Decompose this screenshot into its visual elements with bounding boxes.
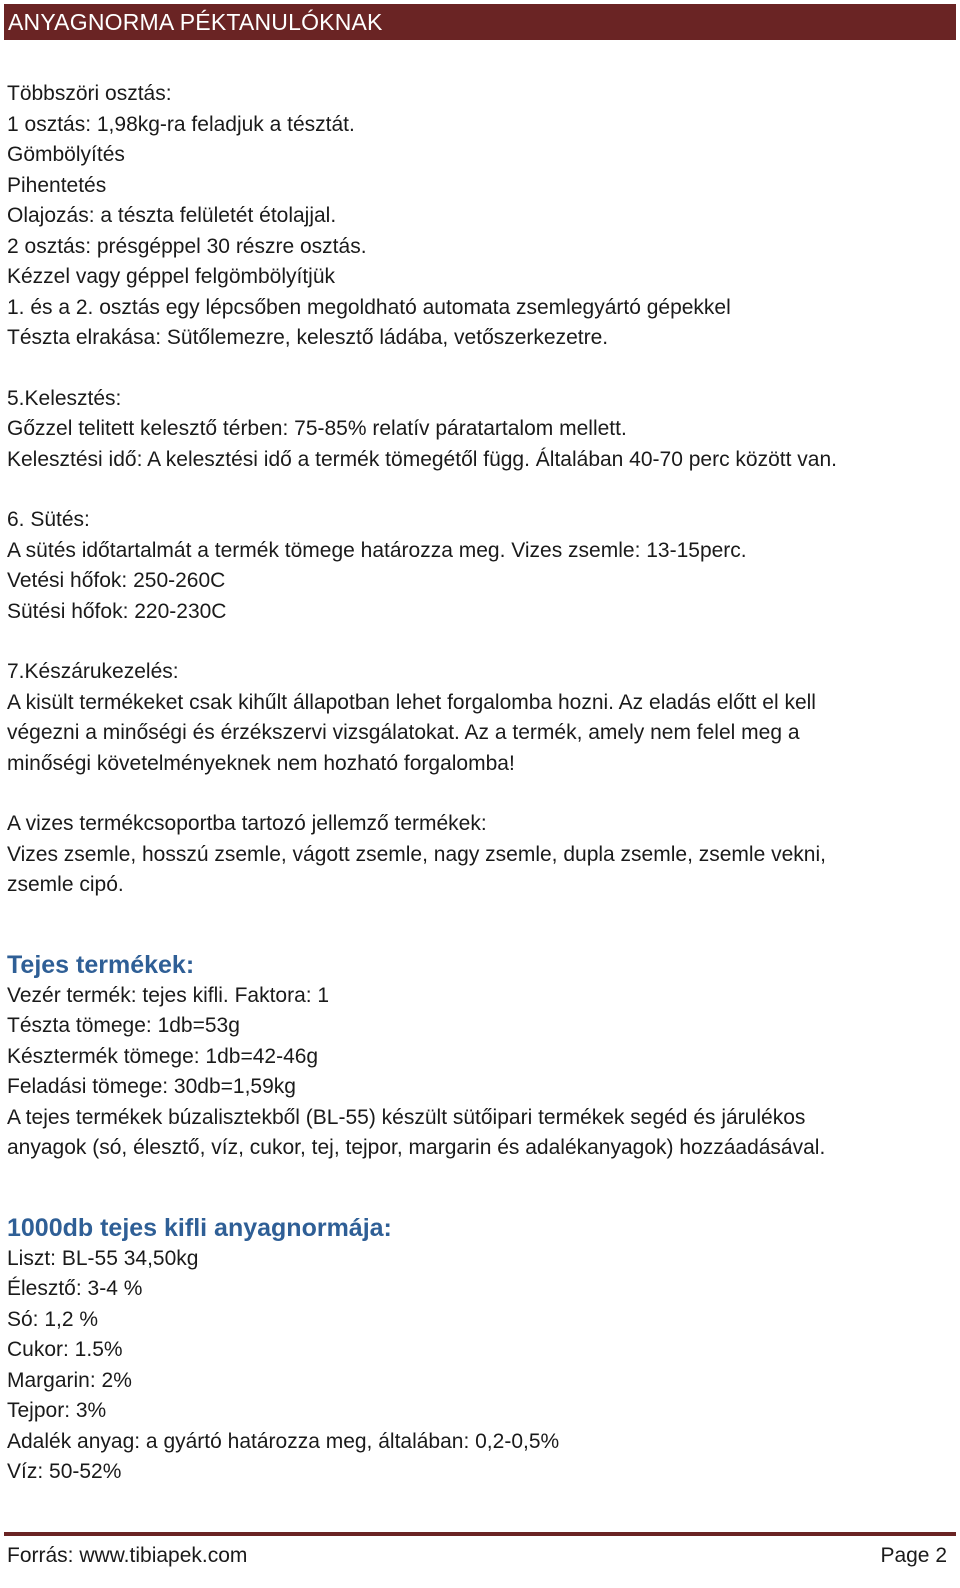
text-line: Sütési hőfok: 220-230C — [7, 599, 227, 623]
spacer — [7, 901, 947, 949]
section-heading: 1000db tejes kifli anyagnormája: — [7, 1213, 392, 1242]
text-line: végezni a minőségi és érzékszervi vizsgálatokat. Az a termék, amely nem felel meg a — [7, 721, 800, 744]
text-line: A kisült termékeket csak kihűlt állapotban lehet forgalomba hozni. Az eladás előtt el kell — [7, 690, 816, 714]
footer-source: Forrás: www.tibiapek.com — [7, 1544, 248, 1567]
division-section — [7, 79, 947, 354]
spacer — [7, 779, 947, 809]
document-body — [7, 79, 947, 1488]
baking-section — [7, 505, 947, 627]
ingredient-line: Adalék anyag: a gyártó határozza meg, általában: 0,2-0,5% — [7, 1429, 560, 1453]
document-title: ANYAGNORMA PÉKTANULÓKNAK — [8, 9, 383, 35]
text-line: Késztermék tömege: 1db=42-46g — [7, 1044, 319, 1068]
section-title: 7.Készárukezelés: — [7, 660, 179, 683]
text-line: Kézzel vagy géppel felgömbölyítjük — [7, 265, 336, 288]
text-line: Feladási tömege: 30db=1,59kg — [7, 1075, 296, 1098]
milk-products-section — [7, 949, 947, 1164]
recipe-norm-section — [7, 1212, 947, 1488]
text-line: Gőzzel telitett kelesztő térben: 75-85% relatív páratartalom mellett. — [7, 417, 627, 440]
ingredient-line: Margarin: 2% — [7, 1368, 132, 1392]
spacer — [7, 1164, 947, 1212]
spacer — [7, 475, 947, 505]
text-line: 2 osztás: présgéppel 30 részre osztás. — [7, 234, 367, 258]
text-line: Vizes zsemle, hosszú zsemle, vágott zsemle, nagy zsemle, dupla zsemle, zsemle vekni, — [7, 842, 826, 866]
proofing-section — [7, 384, 947, 476]
text-line: 1. és a 2. osztás egy lépcsőben megoldható automata zsemlegyártó gépekkel — [7, 295, 731, 319]
text-line: anyagok (só, élesztő, víz, cukor, tej, tejpor, margarin és adalékanyagok) hozzáadásával. — [7, 1136, 826, 1159]
text-line: Tészta elrakása: Sütőlemezre, kelesztő ládába, vetőszerkezetre. — [7, 326, 609, 349]
products-section — [7, 809, 947, 901]
page-footer — [7, 1541, 947, 1571]
text-line: A tejes termékek búzalisztekből (BL-55) készült sütőipari termékek segéd és járulékos — [7, 1105, 806, 1129]
text-line: Kelesztési idő: A kelesztési idő a termék tömegétől függ. Általában 40-70 perc között van. — [7, 447, 837, 471]
text-line: zsemle cipó. — [7, 873, 124, 896]
ingredient-line: Víz: 50-52% — [7, 1460, 122, 1483]
spacer — [7, 354, 947, 384]
text-line: A vizes termékcsoportba tartozó jellemző termékek: — [7, 812, 487, 835]
section-title: 6. Sütés: — [7, 508, 90, 531]
page-number: Page 2 — [880, 1544, 947, 1567]
ingredient-line: Élesztő: 3-4 % — [7, 1277, 143, 1300]
text-line: Tészta tömege: 1db=53g — [7, 1014, 240, 1037]
handling-section — [7, 657, 947, 779]
ingredient-line: Tejpor: 3% — [7, 1399, 107, 1422]
document-header — [4, 4, 956, 40]
text-line: minőségi követelményeknek nem hozható forgalomba! — [7, 751, 515, 775]
footer-divider — [4, 1532, 956, 1536]
ingredient-line: Cukor: 1.5% — [7, 1338, 123, 1361]
spacer — [7, 627, 947, 657]
text-line: Vetési hőfok: 250-260C — [7, 569, 226, 592]
text-line: Vezér termék: tejes kifli. Faktora: 1 — [7, 983, 330, 1007]
text-line: A sütés időtartalmát a termék tömege határozza meg. Vizes zsemle: 13-15perc. — [7, 538, 747, 562]
section-title: 5.Kelesztés: — [7, 386, 122, 410]
text-line: 1 osztás: 1,98kg-ra feladjuk a tésztát. — [7, 112, 355, 136]
ingredient-line: Liszt: BL-55 34,50kg — [7, 1246, 199, 1270]
text-line: Olajozás: a tészta felületét étolajjal. — [7, 204, 337, 227]
text-line: Többszöri osztás: — [7, 82, 172, 105]
text-line: Pihentetés — [7, 173, 107, 197]
text-line: Gömbölyítés — [7, 143, 125, 166]
section-heading: Tejes termékek: — [7, 950, 195, 979]
ingredient-line: Só: 1,2 % — [7, 1307, 99, 1331]
